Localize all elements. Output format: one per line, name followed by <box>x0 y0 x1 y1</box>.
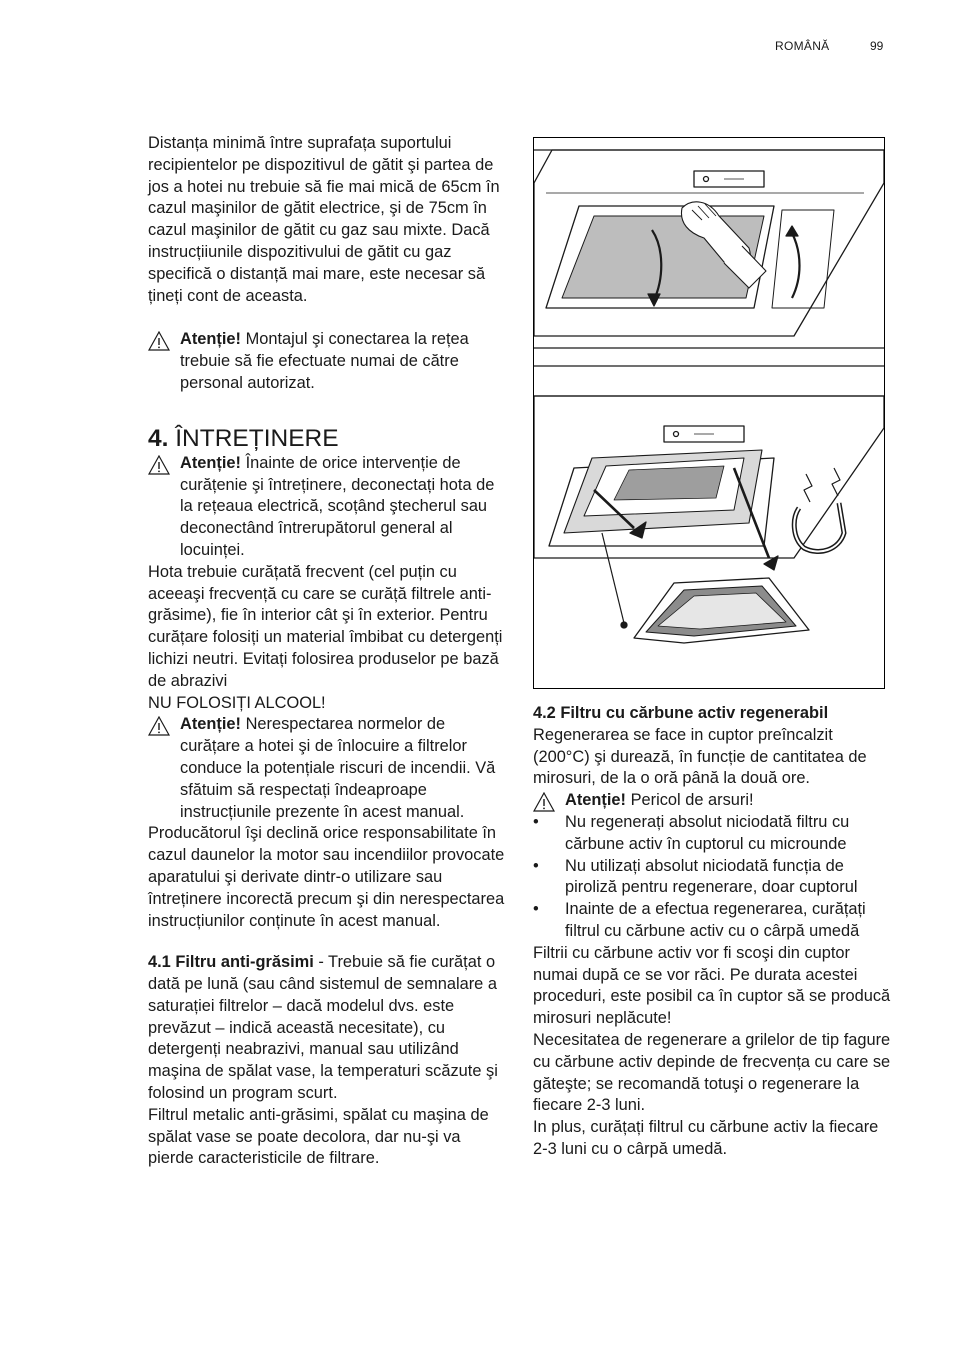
warning-triangle-icon <box>533 792 555 812</box>
regeneration-frequency-paragraph: Necesitatea de regenerare a grilelor de tip fagure cu cărbune activ depinde de frecvența cu care se găteşte; se recomandă totuşi o regenerare la fiecare 2-3 luni. <box>533 1030 891 1115</box>
warning-text: Înainte de orice intervenție de curățenie şi întreținere, deconectați hota de la rețeaua electrică, scoțând ştecherul sau deconectând întrerupătorul general al locuinței. <box>180 453 495 559</box>
metal-filter-paragraph: Filtrul metalic anti-grăsimi, spălat cu maşina de spălat vase se poate decolora, dar nu-şi va pierde caracteristicile de filtrare. <box>148 1105 489 1168</box>
section-4-2-title: 4.2 Filtru cu cărbune activ regenerabil <box>533 704 829 722</box>
warning-label: Atenție! <box>180 330 242 349</box>
warning-label: Atenție! <box>180 715 242 734</box>
section-4-title: ÎNTREȚINERE <box>168 424 339 452</box>
warning-triangle-icon <box>148 716 170 736</box>
list-item-text: Nu regenerați absolut niciodată filtru cu cărbune activ în cuptorul cu microunde <box>565 812 850 853</box>
intro-paragraph: Distanța minimă între suprafața suportului recipientelor pe dispozitivul de gătit şi partea de jos a hotei nu trebuie să fie mai mică de 65cm în cazul maşinilor de gătit electrice, şi de 75cm în cazul maşinilor de gătit cu gaz sau mixte. Dacă instrucțiiunile dispozitivului de gătit cu gaz specifică o distanță mai mare, este necesar să țineți cont de aceasta. <box>148 134 500 305</box>
warning-text: Nerespectarea normelor de curățare a hotei şi de înlocuire a filtrelor conduce la potențiale riscuri de incendii. Vă sfătuim să respectați îndeaproape instrucțiunile prezente în acest manual. <box>180 715 496 821</box>
list-item <box>533 856 893 900</box>
warning-text: Pericol de arsuri! <box>626 791 754 810</box>
list-item <box>533 899 893 943</box>
list-item-text: Nu utilizați absolut niciodată funcția de piroliză pentru regenerare, doar cuptorul <box>565 856 858 897</box>
header-language: ROMÂNĂ <box>775 39 830 53</box>
hood-diagram <box>534 138 884 688</box>
warning-triangle-icon <box>148 331 170 351</box>
cleaning-frequency-paragraph: In plus, curățați filtrul cu cărbune activ la fiecare 2-3 luni cu o cârpă umedă. <box>533 1118 879 1158</box>
disconnect-warning <box>148 453 508 562</box>
bullet-marker: • <box>533 812 539 831</box>
list-item-text: Inainte de a efectua regenerarea, curățați filtrul cu cărbune activ cu o cârpă umedă <box>565 900 866 940</box>
section-4-heading <box>148 425 508 453</box>
installation-warning <box>148 329 508 394</box>
bullet-marker: • <box>533 900 539 919</box>
cleaning-paragraph: Hota trebuie curățată frecvent (cel puțin cu aceeaşi frecvență cu care se curăță filtrele anti-grăsime), fie în interior cât şi în exterior. Pentru curățare folosiți un material îmbibat cu detergenți lichizi neutri. Evitați folosirea produselor pe bază de abrazivi <box>148 562 503 690</box>
fire-risk-warning <box>148 714 508 823</box>
warning-label: Atenție! <box>180 453 242 472</box>
filter-removal-illustration <box>533 137 885 689</box>
section-4-1-title: 4.1 Filtru anti-grăsimi <box>148 953 314 972</box>
section-4-number: 4. <box>148 424 169 452</box>
cooling-paragraph: Filtrii cu cărbune activ vor fi scoşi din cuptor numai după ce se vor răci. Pe durata acestei proceduri, este posibil ca în cuptor să se producă mirosuri neplăcute! <box>533 943 891 1028</box>
no-alcohol-text: NU FOLOSIȚI ALCOOL! <box>148 693 326 712</box>
list-item <box>533 812 893 856</box>
bullet-marker: • <box>533 856 539 875</box>
warning-label: Atenție! <box>565 791 627 810</box>
left-column <box>148 133 508 1170</box>
warning-text: Montajul şi conectarea la rețea trebuie să fie efectuate numai de către personal autorizat. <box>180 330 469 392</box>
grease-filter-paragraph <box>148 952 508 1105</box>
section-4-1-text: - Trebuie să fie curățat o dată pe lună (sau când sistemul de semnalare a saturației filtrelor – dacă modelul dvs. este prevăzut – indică această necesitate), cu detergenți neabrazivi, manual sau utilizând maşina de spălat vase, la temperaturi scăzute şi folosind un program scurt. <box>148 953 498 1103</box>
right-column <box>533 703 893 1161</box>
warning-triangle-icon <box>148 455 170 475</box>
regeneration-paragraph: Regenerarea se face in cuptor preîncalzit (200°C) şi durează, în funcție de cantitatea de mirosuri, de la o oră până la două ore. <box>533 725 867 788</box>
liability-paragraph: Producătorul îşi declină orice responsabilitate în cazul daunelor la motor sau incendiilor provocate aparatului şi derivate dintr-o utilizare sau întreținere incorectă precum şi din nerespectarea instrucțiunilor conținute în acest manual. <box>148 824 505 930</box>
page-number: 99 <box>870 39 884 53</box>
burn-warning <box>533 790 893 812</box>
